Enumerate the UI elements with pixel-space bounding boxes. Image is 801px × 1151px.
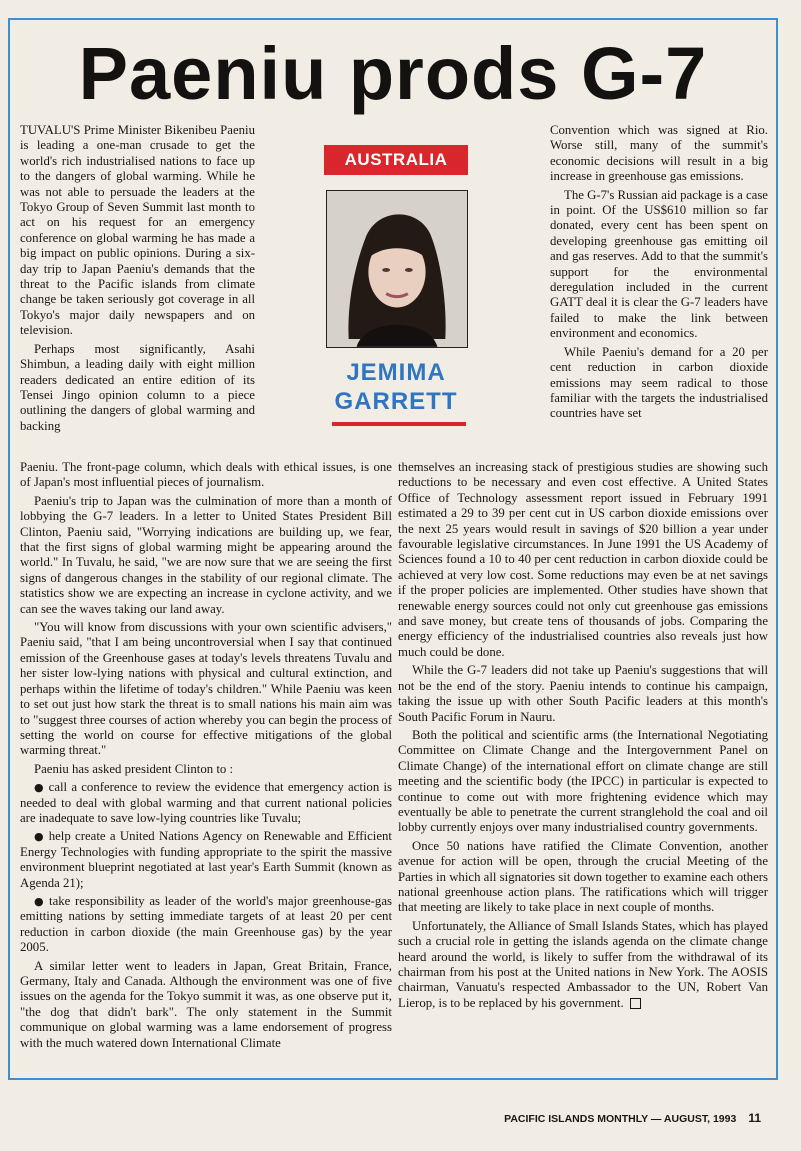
column-left	[20, 460, 392, 1075]
bullet-item	[20, 894, 392, 956]
paragraph: Paeniu has asked president Clinton to :	[34, 761, 234, 776]
paragraph: Paeniu's trip to Japan was the culmination of more than a month of lobbying the G-7 leaders. In a letter to United States President Bill Clinton, Paeniu said, "Worrying indications are building up, we fear, that the first signs of global warming might be appearing around the world." In Tuvalu, he said, "we are now sure that we are seeing the first signs of dangerous changes in the stability of our regional climate. The statistics show we are expecting an increase in cyclone activity, and we can see the waves taking our land away.	[20, 493, 392, 616]
columnist-photo	[326, 190, 468, 348]
bullet-item	[20, 829, 392, 891]
columnist-last-name: GARRETT	[334, 388, 458, 415]
page-footer	[0, 1111, 761, 1125]
column-right-top	[550, 123, 768, 458]
bullet-dot-icon: ●	[34, 781, 45, 795]
column-right	[398, 460, 768, 1075]
end-of-article-box-icon	[630, 998, 641, 1009]
columnist-sidebar	[322, 145, 470, 448]
bullet-item	[20, 780, 392, 826]
paragraph: Perhaps most significantly, Asahi Shimbun, a leading daily with eight million readers dedicated an entire edition of its Tensei Jingo opinion column to a piece outlining the dangers of global warming and backing	[20, 341, 255, 433]
portrait-image	[327, 191, 467, 347]
paragraph: Both the political and scientific arms (the International Negotiating Committee on Climate Change and the Intergovernment Panel on Climate Change) of the international effort on climate change are still meeting and the scientific body (the IPCC) in particular is expected to continue to come out with more frightening evidence which may eventually be able to penetrate the current stranglehold the coal and oil lobby currently enjoys over many industrialised country governments.	[398, 727, 768, 835]
paragraph: Convention which was signed at Rio. Worse still, many of the summit's economic decisions will result in a big increase in greenhouse gas emissions.	[550, 123, 768, 184]
paragraph: While the G-7 leaders did not take up Paeniu's suggestions that will not be the end of the story. Paeniu intends to continue his campaign, taking the issue up with other South Pacific leaders at this month's South Pacific Forum in Nauru.	[398, 663, 768, 724]
paragraph: While Paeniu's demand for a 20 per cent reduction in carbon dioxide emissions may seem radical to those familiar with the targets the industrialised countries have set	[550, 344, 768, 421]
article-frame	[8, 18, 778, 1080]
columnist-name	[322, 358, 470, 416]
publication-line: PACIFIC ISLANDS MONTHLY — AUGUST, 1993	[504, 1113, 737, 1125]
bullet-dot-icon: ●	[34, 830, 45, 844]
bullet-text: take responsibility as leader of the world's major greenhouse-gas emitting nations by setting immediate targets of at least 20 per cent reduction in carbon dioxide (the main Greenhouse gas) by the year 2005.	[20, 893, 392, 955]
bullet-text: help create a United Nations Agency on Renewable and Efficient Energy Technologies with funding appropriate to the spirit the massive environment blueprint negotiated at last year's Earth Summit (known as Agenda 21);	[20, 829, 392, 890]
page-number: 11	[748, 1111, 761, 1125]
name-rule-divider	[332, 422, 466, 426]
columnist-first-name: JEMIMA	[346, 359, 446, 386]
paragraph-text: Unfortunately, the Alliance of Small Islands States, which has played such a crucial role in getting the islands agenda on the climate change heard around the world, is likely to suffer from the withdrawal of its chairman from his post at the United nations in New York. The AOSIS chairman, Vanuatu's respected Ambassador to the UN, Robert Van Lierop, is to be replaced by his government.	[398, 918, 768, 1010]
column-left-top	[20, 123, 255, 457]
paragraph	[398, 919, 768, 1011]
paragraph: Once 50 nations have ratified the Climate Convention, another avenue for action will be open, through the crucial Meeting of the Parties in which all signatories sit down together to examine each others national greenhouse action plans. The ratifications which will trigger that meeting are likely to take place in next couple of months.	[398, 838, 768, 915]
paragraph: A similar letter went to leaders in Japan, Great Britain, France, Germany, Italy and Canada. Although the environment was one of five issues on the agenda for the Tokyo summit it was, as one observe put it, "the dog that didn't bark". The only statement in the Summit communique on global warming was a lame endorsement of progress with the much watered down International Climate	[20, 958, 392, 1050]
paragraph: themselves an increasing stack of prestigious studies are showing such reductions to be necessary and even cost effective. A United States Office of Technology assessment report issued in February 1991 estimated a 29 to 39 per cent cut in US carbon dioxide emissions over the next 25 years would result in savings of $20 billion a year under favourable legislative circumstances. In June 1991 the US Academy of Sciences found a 10 to 40 per cent reduction in carbon dioxide could be achieved at very low cost. Some reductions may even be at net savings if the proper policies are implemented. Other studies have shown that renewable energy sources could not only cut greenhouse gas emissions and save money, but create tens of thousands of jobs. Comparing the energy efficiency of the industrialised countries also reveals just how much could be done.	[398, 460, 768, 659]
paragraph: The G-7's Russian aid package is a case in point. Of the US$610 million so far donated, every cent has been spent on developing greenhouse gas emitting oil and gas reserves. Add to that the summit's support for the environmental deregulation included in the current GATT deal it is clear the G-7 leaders have failed to make the link between environment and economics.	[550, 187, 768, 341]
bullet-text: call a conference to review the evidence that emergency action is needed to deal with global warming and that current national policies are inadequate to save low-lying countries like Tuvalu;	[20, 780, 392, 825]
headline: Paeniu prods G-7	[78, 32, 708, 115]
section-tag: AUSTRALIA	[324, 145, 468, 175]
paragraph: Paeniu. The front-page column, which deals with ethical issues, is one of Japan's most influential pieces of journalism.	[20, 460, 392, 490]
paragraph: "You will know from discussions with your own scientific advisers," Paeniu said, "that I am being uncontroversial when I say that continued emission of the Greenhouse gases at today's levels threatens Tuvalu and her sister low-lying nations with physical and cultural extinction, and perhaps within the lifetime of today's children." While Paeniu was keen to set out just how stark the threat is to small nations his main aim was to "suggest three courses of action whereby you can begin the process of setting the world on course for effective mitigations of the global warming threat."	[20, 620, 392, 758]
bullet-dot-icon: ●	[34, 894, 46, 908]
paragraph: TUVALU'S Prime Minister Bikenibeu Paeniu is leading a one-man crusade to get the world's rich industrialised nations to face up to the dangers of global warming. While he was not able to persuade the leaders at the Tokyo Group of Seven Summit last month to act on his request for an emergency conference on global warming he has made a big impact on public opinions. During a six-day trip to Japan Paeniu's demands that the threat to the Pacific islands from climate change be taken seriously got coverage in all Tokyo's major daily newspapers and on television.	[20, 123, 255, 338]
